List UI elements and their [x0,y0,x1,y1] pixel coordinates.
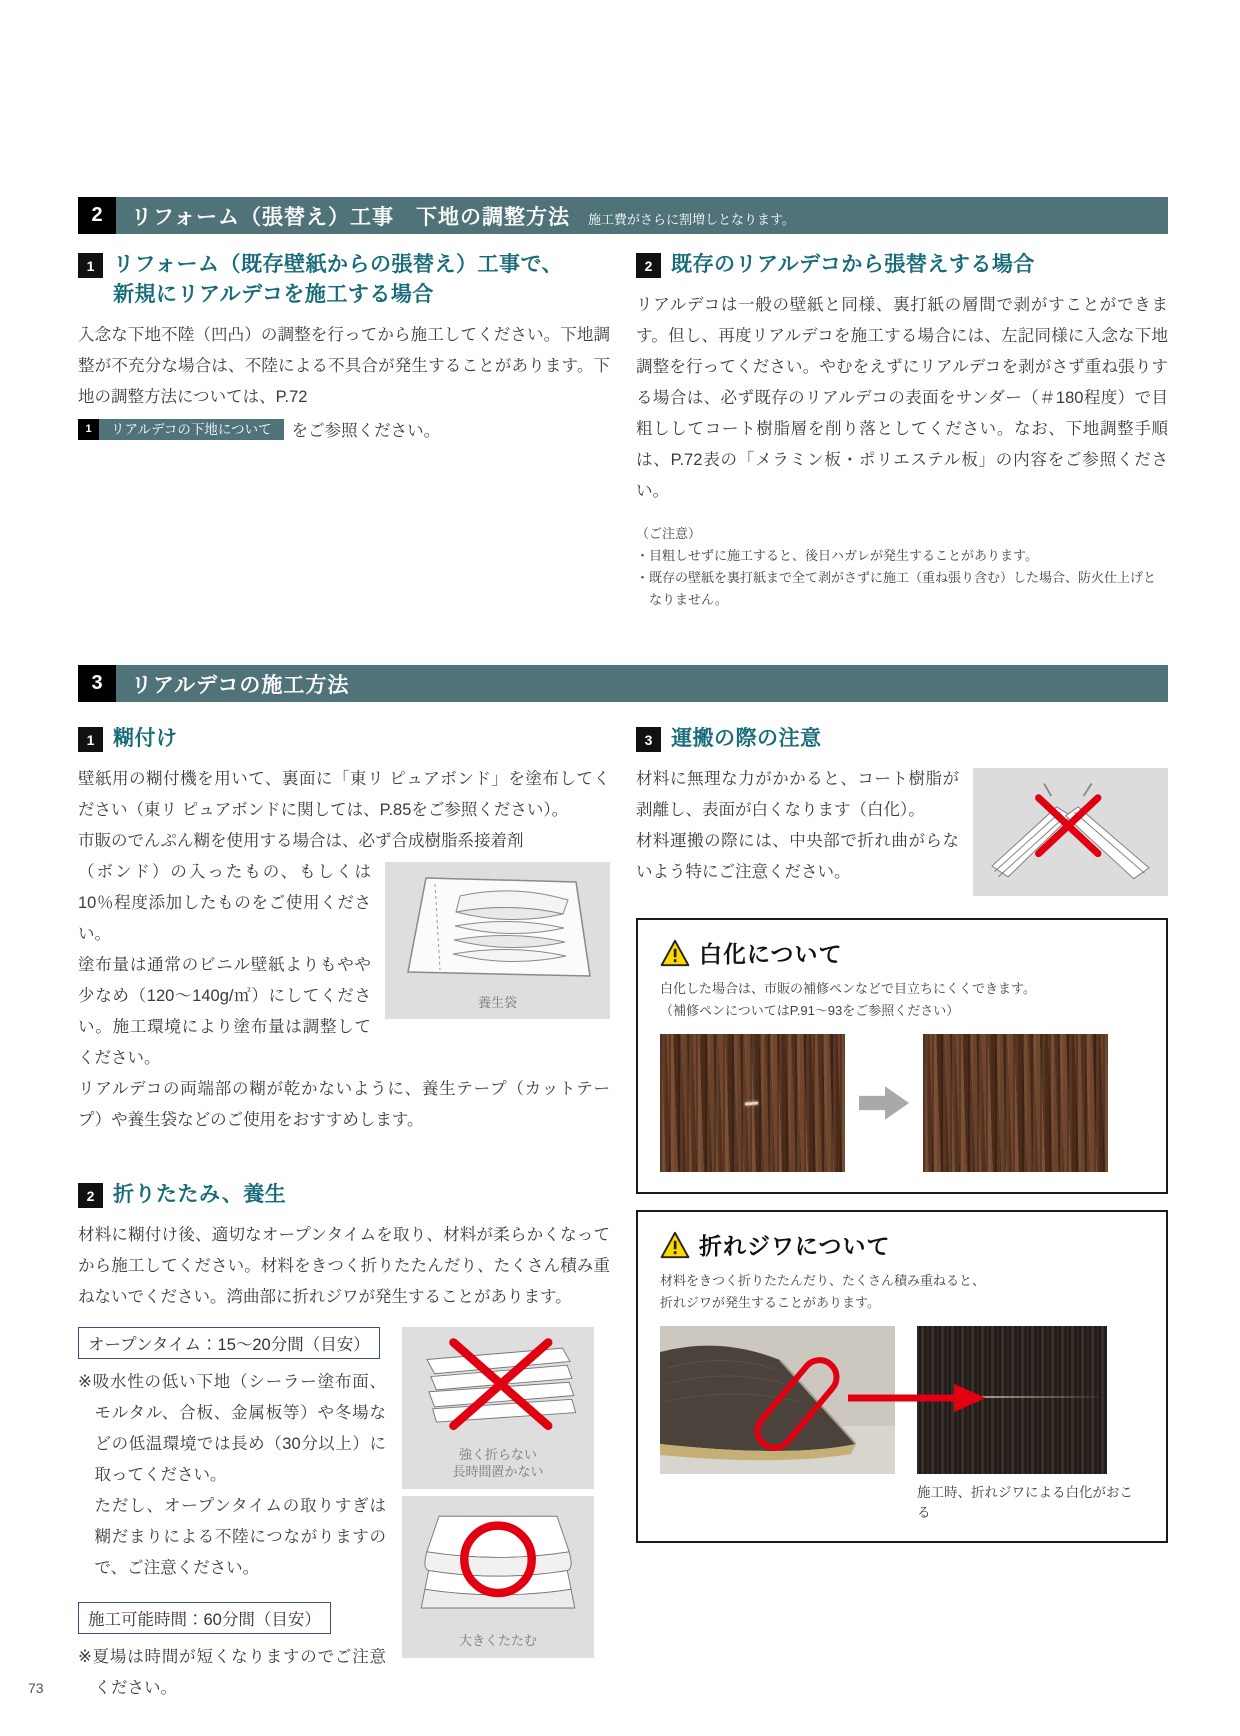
installation-right-column [636,724,1168,1704]
section3-band [78,665,1168,702]
work-time-note: ※夏場は時間が短くなりますのでご注意ください。 [78,1648,386,1697]
section2-band [78,197,1168,234]
reference-tag-label: リアルデコの下地について [99,419,284,440]
installation-left-column [78,724,610,1704]
loose-fold-caption: 大きくたたむ [458,1633,537,1648]
whitening-warning-title: 白化について [699,941,843,967]
crease-warning-line1: 材料をきつく折りたたんだり、たくさん積み重ねると、 [660,1273,986,1288]
page-number: 73 [28,1680,44,1696]
wood-photo-before [660,1034,845,1172]
caution-note-line: ・目粗しせずに施工すると、後日ハガレが発生することがあります。 [636,548,1038,563]
whitening-warning-line2: （補修ペンについてはP.91～93をご参照ください） [660,1003,960,1018]
section2-title: リフォーム（張替え）工事 下地の調整方法 [131,205,570,229]
section3-title: リアルデコの施工方法 [131,673,350,697]
reform-new-heading-line1: リフォーム（既存壁紙からの張替え）工事で、 [113,253,564,276]
transport-paragraph-1: 材料に無理な力がかかると、コート樹脂が剥離し、表面が白くなります（白化）。 [636,770,959,819]
reform-existing-heading-text: 既存のリアルデコから張替えする場合 [671,253,1035,276]
gluing-heading-number: 1 [78,727,103,752]
folding-heading-text: 折りたたみ、養生 [113,1183,287,1206]
reform-new-heading-text [103,250,563,310]
transport-body [636,764,959,896]
wood-photo-after [923,1034,1108,1172]
whitening-warning-text [660,978,1144,1022]
gluing-heading-text: 糊付け [113,727,178,750]
section3-columns [78,724,1168,1704]
folded-material-photo [660,1326,895,1474]
folding-notes-column [78,1327,386,1704]
warning-triangle-icon [660,1231,690,1259]
reform-new-column [78,250,610,611]
reform-existing-column [636,250,1168,611]
warning-triangle-icon [660,939,690,967]
section2-number: 2 [78,197,116,234]
crease-warning-box [636,1210,1168,1543]
reference-tag-suffix: をご参照ください。 [291,422,441,440]
folding-body: 材料に糊付け後、適切なオープンタイムを取り、材料が柔らかくなってから施工してください。材料をきつく折りたたんだり、たくさん積み重ねないでください。湾曲部に折れジワが発生することがあります。 [78,1226,610,1306]
open-time-box: オープンタイム：15～20分間（目安） [78,1327,380,1359]
crease-photo-row [660,1326,1144,1474]
transport-cross-illustration [983,774,1158,890]
whitening-photo-row [660,1034,1144,1172]
caution-note-line: ・既存の壁紙を裏打紙まで全て剥がさずに施工（重ね張り含む）した場合、防火仕上げとなりません。 [636,570,1157,607]
folding-heading [78,1180,610,1210]
loose-fold-figure [402,1496,594,1658]
work-time-box: 施工可能時間：60分間（目安） [78,1602,331,1634]
open-time-notes [78,1367,386,1584]
folding-figures-column [402,1327,594,1704]
crease-warning-line2: 折れジワが発生することがあります。 [660,1295,880,1310]
transport-heading [636,724,1168,754]
reform-existing-heading-number: 2 [636,253,661,278]
transport-heading-text: 運搬の際の注意 [671,727,822,750]
caution-note-title: （ご注意） [636,526,702,541]
transport-heading-number: 3 [636,727,661,752]
crease-whitening-photo [917,1326,1107,1474]
crease-warning-title: 折れジワについて [699,1233,891,1259]
gluing-paragraph-3: 塗布量は通常のビニル壁紙よりもやや少なめ（120～140g/㎡）にしてください。施工環境により塗布量は調整してください。 [78,956,371,1067]
gluing-paragraph-4: リアルデコの両端部の糊が乾かないように、養生テープ（カットテープ）や養生袋などのご使用をおすすめします。 [78,1080,610,1129]
reference-tag-number: 1 [78,419,99,440]
reform-new-heading-line2: 新規にリアルデコを施工する場合 [113,283,434,306]
gluing-heading [78,724,610,754]
crease-warning-title-row [660,1228,1144,1261]
folding-detail-row [78,1327,610,1704]
section2-note: 施工費がさらに割増しとなります。 [587,212,795,227]
right-arrow-icon [859,1082,909,1124]
whitening-warning-line1: 白化した場合は、市販の補修ペンなどで目立ちにくくできます。 [660,981,1036,996]
caution-note [636,523,1168,611]
transport-figure [973,768,1168,896]
reform-existing-heading [636,250,1168,280]
gluing-paragraph-2-rest: （ボンド）の入ったもの、もしくは10％程度添加したものをご使用ください。 [78,863,371,943]
tight-fold-cross-illustration [408,1333,588,1441]
reform-new-body: 入念な下地不陸（凹凸）の調整を行ってから施工してください。下地調整が不充分な場合は、不陸による不具合が発生することがあります。下地の調整方法については、P.72 [78,326,610,406]
protection-bag-illustration [398,872,598,990]
reform-existing-body: リアルデコは一般の壁紙と同様、裏打紙の層間で剥がすことができます。但し、再度リアルデコを施工する場合には、左記同様に入念な下地調整を行ってください。やむをえずにリアルデコを剥がさず重ね張りする場合は、必ず既存のリアルデコの表面をサンダー（＃180程度）で目粗ししてコート樹脂層を削り落としてください。なお、下地調整手順は、P.72表の「メラミン板・ポリエステル板」の内容をご参照ください。 [636,296,1168,500]
open-time-note-1: ※吸水性の低い下地（シーラー塗布面、モルタル、合板、金属板等）や冬場などの低温環境では長め（30分以上）に取ってください。 [78,1373,386,1484]
section2-columns [78,250,1168,611]
reform-new-heading [78,250,610,310]
transport-row [636,764,1168,896]
gluing-wrap-area [78,857,610,1074]
whitening-warning-box [636,918,1168,1194]
no-tight-fold-figure [402,1327,594,1489]
reform-new-heading-number: 1 [78,253,103,278]
gluing-paragraph-2-intro: 市販のでんぷん糊を使用する場合は、必ず合成樹脂系接着剤 [78,832,524,850]
no-tight-fold-caption-line1: 強く折らない [458,1447,537,1462]
protection-bag-figure [385,862,610,1019]
reference-tag [78,417,610,441]
transport-paragraph-2: 材料運搬の際には、中央部で折れ曲がらないよう特にご注意ください。 [636,832,959,881]
protection-bag-caption: 養生袋 [477,995,517,1010]
no-tight-fold-caption-line2: 長時間置かない [452,1464,544,1479]
whitening-warning-title-row [660,936,1144,969]
loose-fold-circle-illustration [408,1505,588,1623]
no-tight-fold-caption [452,1446,543,1489]
crease-warning-text [660,1270,1144,1314]
section3-number: 3 [78,665,116,702]
open-time-note-2: ただし、オープンタイムの取りすぎは糊だまりによる不陸につながりますので、ご注意ください。 [94,1497,386,1577]
work-time-notes [78,1642,386,1704]
gluing-paragraph-1: 壁紙用の糊付機を用いて、裏面に「東リ ピュアボンド」を塗布してください（東リ ピュアボンドに関しては、P.85をご参照ください）。 [78,770,610,819]
crease-photo-caption: 施工時、折れジワによる白化がおこる [917,1485,1133,1520]
folding-heading-number: 2 [78,1183,103,1208]
